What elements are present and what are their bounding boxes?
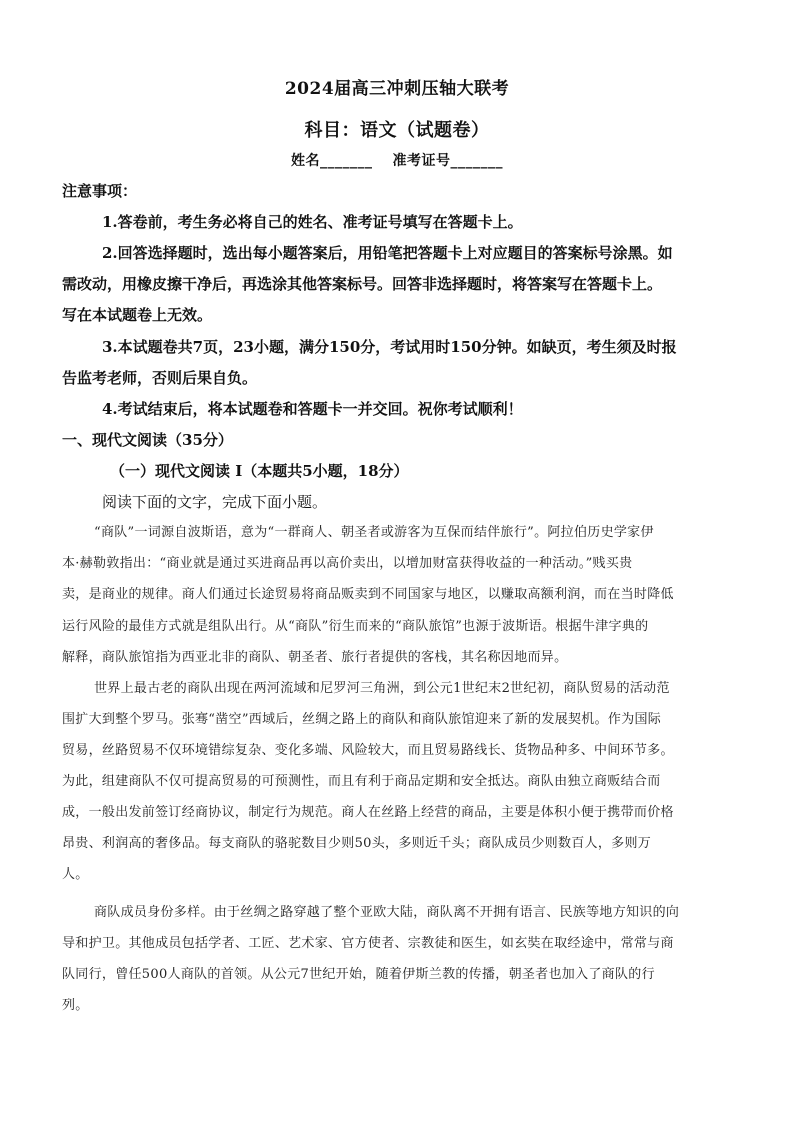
passage-line: 为此，组建商队不仅可提高贸易的可预测性，而且有利于商品定期和安全抵达。商队由独立商贩结合而 [62,774,661,789]
passage-line: 世界上最古老的商队出现在两河流域和尼罗河三角洲，到公元1世纪末2世纪初，商队贸易的活动范 [94,681,670,696]
subject-title: 科目：语文（试题卷） [304,120,490,141]
passage-line: 贸易，丝路贸易不仅环境错综复杂、变化多端、风险较大，而且贸易路线长、货物品种多、中间环节多。 [62,743,674,758]
passage-line: 商队成员身份多样。由于丝绸之路穿越了整个亚欧大陆，商队离不开拥有语言、民族等地方知识的向 [94,905,680,920]
passage-line: 列。 [62,998,89,1013]
exam-title: 2024届高三冲刺压轴大联考 [284,79,510,99]
notice-line: 告监考老师，否则后果自负。 [62,369,258,387]
notice-line: 需改动，用橡皮擦干净后，再选涂其他答案标号。回答非选择题时，将答案写在答题卡上。 [62,275,663,293]
passage-line: “商队”一词源自波斯语，意为“一群商人、朝圣者或游客为互保而结伴旅行”。阿拉伯历史学家伊 [94,525,654,540]
passage-line: 解释，商队旅馆指为西亚北非的商队、朝圣者、旅行者提供的客栈，其名称因地而异。 [62,650,568,665]
notice-line: 1.答卷前，考生务必将自己的姓名、准考证号填写在答题卡上。 [102,213,523,231]
passage-line: 围扩大到整个罗马。张骞“凿空”西域后，丝绸之路上的商队和商队旅馆迎来了新的发展契机。作为国际 [62,712,662,727]
exam-id-field-label: 准考证号_______ [392,153,503,169]
notice-line: 写在本试题卷上无效。 [62,306,213,324]
notice-line: 2.回答选择题时，选出每小题答案后，用铅笔把答题卡上对应题目的答案标号涂黑。如 [102,244,673,262]
notice-heading: 注意事项： [62,182,138,200]
passage-line: 导和护卫。其他成员包括学者、工匠、艺术家、官方使者、宗教徒和医生，如玄奘在取经途中，常常与商 [62,936,674,951]
subsection-heading: （一）现代文阅读 I（本题共5小题，18分） [110,462,409,480]
name-field-label: 姓名_______ [291,153,373,169]
passage-line: 昂贵、利润高的奢侈品。每支商队的骆驼数目少则50头，多则近千头；商队成员少则数百人，多则万 [62,836,652,851]
passage-line: 人。 [62,867,89,882]
passage-line: 成，一般出发前签订经商协议，制定行为规范。商人在丝路上经营的商品，主要是体积小便于携带而价格 [62,805,674,820]
notice-line: 4.考试结束后，将本试题卷和答题卡一并交回。祝你考试顺利！ [102,400,523,418]
passage-line: 运行风险的最佳方式就是组队出行。从“商队”衍生而来的“商队旅馆”也源于波斯语。根据牛津字典的 [62,619,649,634]
section-heading: 一、现代文阅读（35分） [62,431,233,449]
reading-instruction: 阅读下面的文字，完成下面小题。 [102,493,328,511]
candidate-info [0,150,794,170]
notice-line: 3.本试题卷共7页，23小题，满分150分，考试用时150分钟。如缺页，考生须及时报 [102,338,677,356]
passage-line: 队同行，曾任500人商队的首领。从公元7世纪开始，随着伊斯兰教的传播，朝圣者也加入了商队的行 [62,967,655,982]
passage-line: 本·赫勒敦指出：“商业就是通过买进商品再以高价卖出，以增加财富获得收益的一种活动。”贱买贵 [62,556,633,571]
passage-line: 卖，是商业的规律。商人们通过长途贸易将商品贩卖到不同国家与地区，以赚取高额利润，而在当时降低 [62,587,674,602]
